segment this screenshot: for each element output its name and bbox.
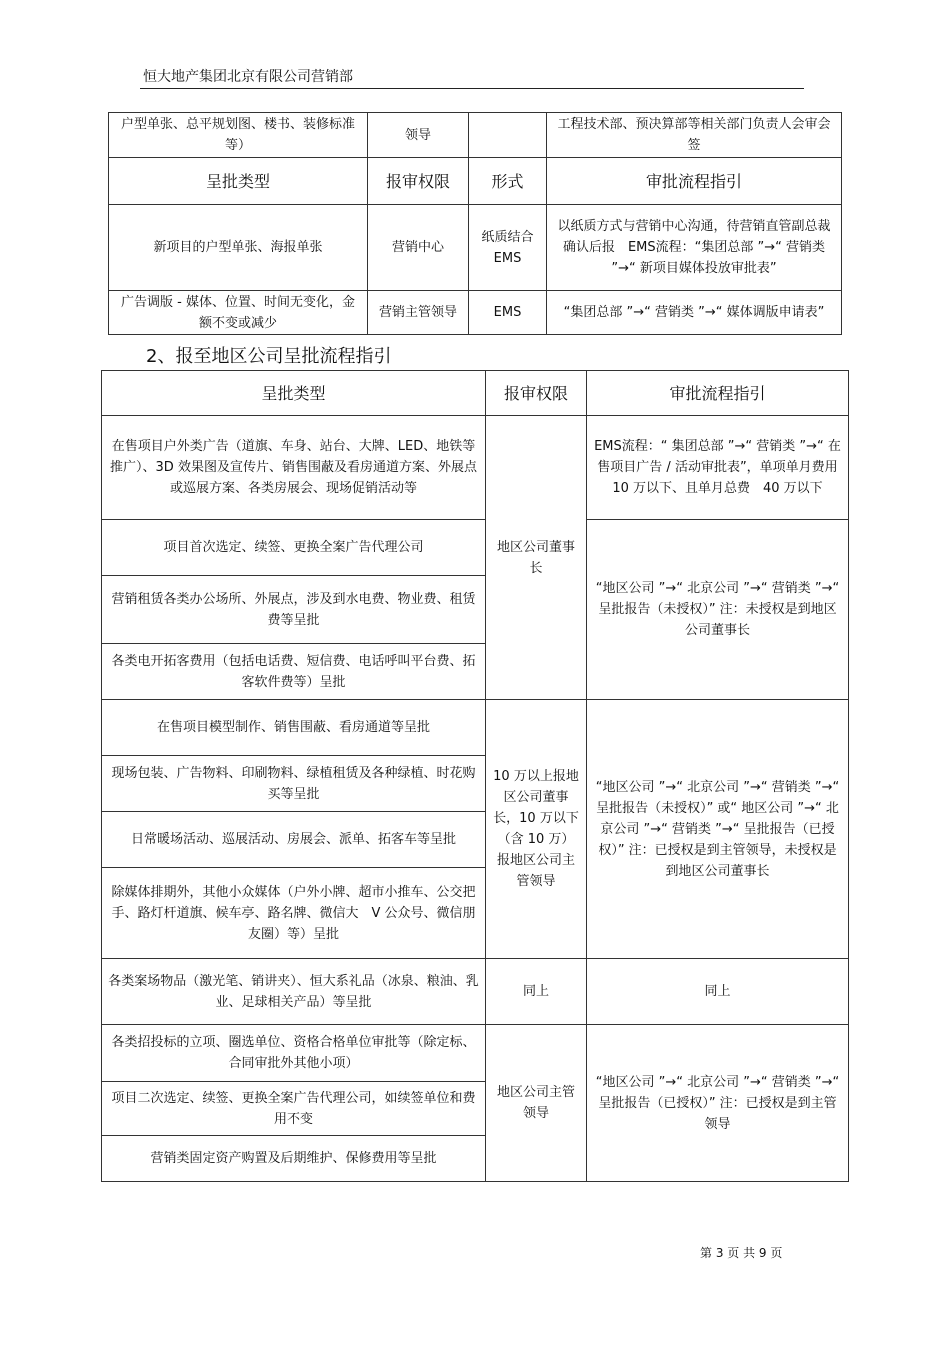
table-cell: 营销租赁各类办公场所、外展点，涉及到水电费、物业费、租赁费等呈批 — [102, 576, 486, 644]
table-cell: 10 万以上报地区公司董事长，10 万以下（含 10 万）报地区公司主管领导 — [486, 700, 587, 959]
table-cell: EMS流程：“ 集团总部 ”→“ 营销类 ”→“ 在售项目广告 / 活动审批表”，单项单月费用 10 万以下、且单月总费 40 万以下 — [587, 416, 849, 520]
table-cell: 地区公司主管领导 — [486, 1025, 587, 1182]
table-row — [102, 1025, 849, 1082]
table-cell: “集团总部 ”→“ 营销类 ”→“ 媒体调版申请表” — [547, 291, 842, 335]
table-row — [109, 205, 842, 291]
table-cell: 在售项目户外类广告（道旗、车身、站台、大牌、LED、地铁等推广）、3D 效果图及宣传片、销售围蔽及看房通道方案、外展点或巡展方案、各类房展会、现场促销活动等 — [102, 416, 486, 520]
table-row — [109, 113, 842, 158]
table-cell: 各类招投标的立项、圈选单位、资格合格单位审批等（除定标、合同审批外其他小项） — [102, 1025, 486, 1082]
table-header-row — [102, 371, 849, 416]
column-header: 审批流程指引 — [587, 371, 849, 416]
section-title: 2、报至地区公司呈批流程指引 — [146, 346, 392, 367]
table-cell: 项目二次选定、续签、更换全案广告代理公司，如续签单位和费用不变 — [102, 1082, 486, 1136]
table-cell: 地区公司董事长 — [486, 416, 587, 700]
table-cell: 除媒体排期外，其他小众媒体（户外小牌、超市小推车、公交把手、路灯杆道旗、候车亭、路名牌、微信大 V 公众号、微信朋友圈）等）呈批 — [102, 868, 486, 959]
table-cell: 新项目的户型单张、海报单张 — [109, 205, 368, 291]
table-cell: 广告调版 - 媒体、位置、时间无变化，金额不变或减少 — [109, 291, 368, 335]
column-header: 形式 — [469, 158, 547, 205]
table-cell: 户型单张、总平规划图、楼书、装修标准等） — [109, 113, 368, 158]
column-header: 报审权限 — [486, 371, 587, 416]
table-cell: 同上 — [486, 959, 587, 1025]
table-cell: 领导 — [368, 113, 469, 158]
table-cell: 项目首次选定、续签、更换全案广告代理公司 — [102, 520, 486, 576]
column-header: 呈批类型 — [109, 158, 368, 205]
page-header-title: 恒大地产集团北京有限公司营销部 — [143, 69, 353, 85]
table-cell: “地区公司 ”→“ 北京公司 ”→“ 营销类 ”→“ 呈批报告（未授权）” 注：未授权是到地区公司董事长 — [587, 520, 849, 700]
table-cell: 营销类固定资产购置及后期维护、保修费用等呈批 — [102, 1136, 486, 1182]
table-cell: “地区公司 ”→“ 北京公司 ”→“ 营销类 ”→“ 呈批报告（已授权）” 注：已授权是到主管领导 — [587, 1025, 849, 1182]
table-row — [102, 416, 849, 520]
column-header: 审批流程指引 — [547, 158, 842, 205]
approval-table-region — [101, 370, 849, 1182]
table-header-row — [109, 158, 842, 205]
table-cell: 以纸质方式与营销中心沟通，待营销直管副总裁确认后报 EMS流程：“集团总部 ”→“ 营销类 ”→“ 新项目媒体投放审批表” — [547, 205, 842, 291]
table-cell: EMS — [469, 291, 547, 335]
table-cell: 营销主管领导 — [368, 291, 469, 335]
table-row — [102, 520, 849, 576]
table-row — [109, 291, 842, 335]
table-cell: 营销中心 — [368, 205, 469, 291]
table-cell: 工程技术部、预决算部等相关部门负责人会审会签 — [547, 113, 842, 158]
header-divider — [140, 88, 804, 89]
table-cell: 现场包装、广告物料、印刷物料、绿植租赁及各种绿植、时花购买等呈批 — [102, 756, 486, 812]
page-number: 第 3 页 共 9 页 — [700, 1246, 783, 1260]
column-header: 呈批类型 — [102, 371, 486, 416]
table-cell: 日常暖场活动、巡展活动、房展会、派单、拓客车等呈批 — [102, 812, 486, 868]
table-row — [102, 959, 849, 1025]
table-cell: 纸质结合 EMS — [469, 205, 547, 291]
table-cell: 在售项目模型制作、销售围蔽、看房通道等呈批 — [102, 700, 486, 756]
table-row — [102, 700, 849, 756]
approval-table-group — [108, 112, 842, 335]
table-cell — [469, 113, 547, 158]
table-cell: 各类电开拓客费用（包括电话费、短信费、电话呼叫平台费、拓客软件费等）呈批 — [102, 644, 486, 700]
table-cell: 各类案场物品（激光笔、销讲夹）、恒大系礼品（冰泉、粮油、乳业、足球相关产品）等呈批 — [102, 959, 486, 1025]
table-cell: 同上 — [587, 959, 849, 1025]
table-cell: “地区公司 ”→“ 北京公司 ”→“ 营销类 ”→“ 呈批报告（未授权）” 或“ 地区公司 ”→“ 北京公司 ”→“ 营销类 ”→“ 呈批报告（已授权）” 注：已授权是到主管领导，未授权是到地区公司董事长 — [587, 700, 849, 959]
column-header: 报审权限 — [368, 158, 469, 205]
